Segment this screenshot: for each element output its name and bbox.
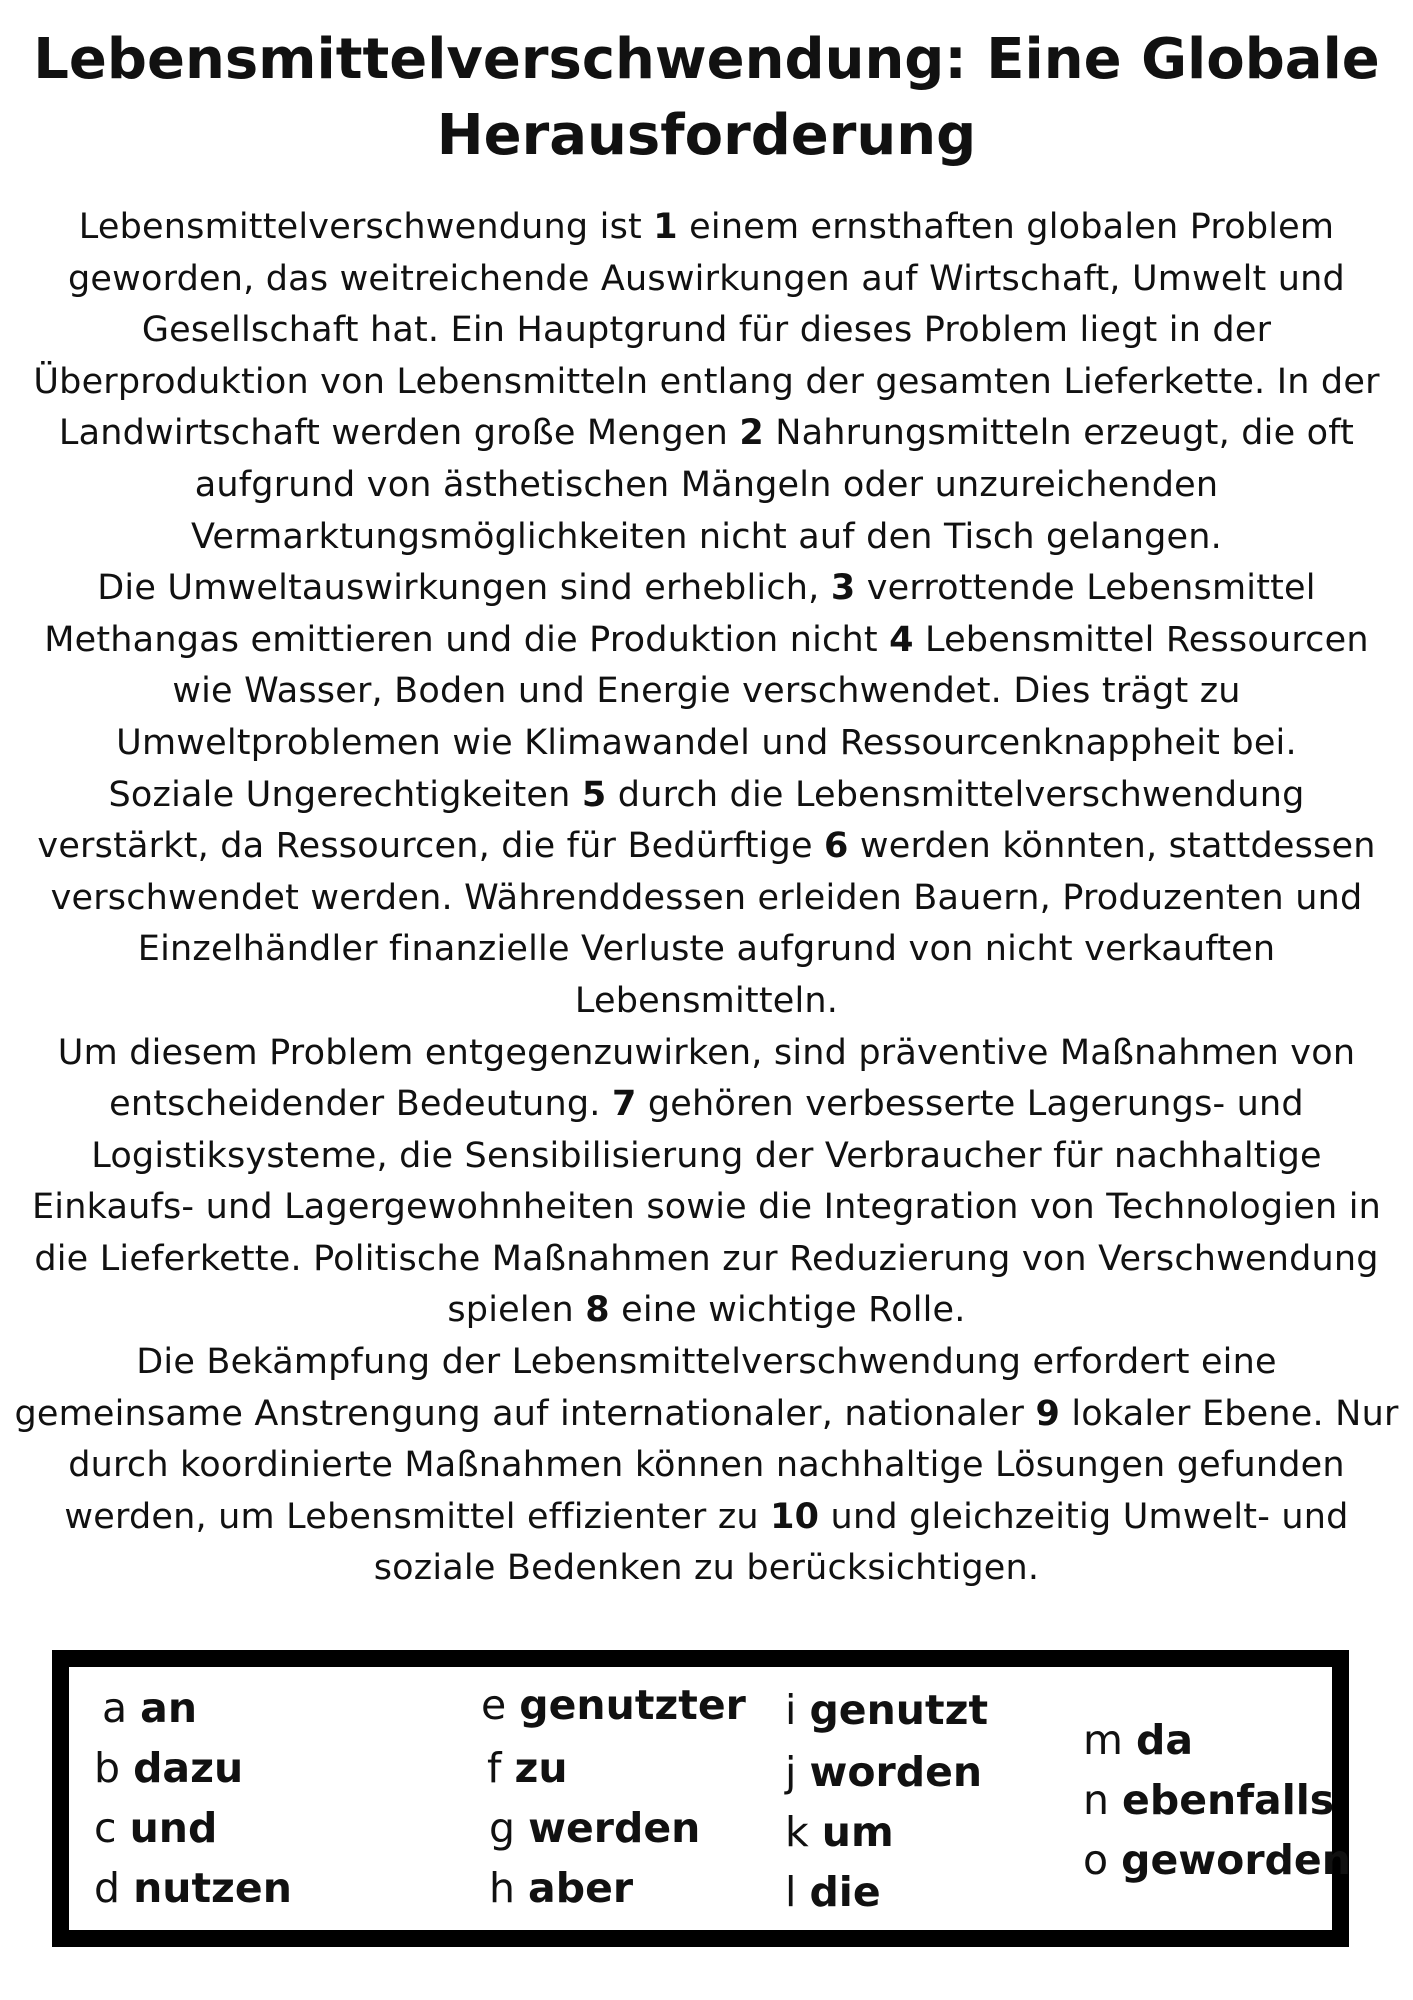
text-segment: gehören verbesserte Lagerungs- und	[636, 1084, 1304, 1125]
text-line	[0, 1131, 1413, 1183]
text-line	[0, 770, 1413, 822]
option-g	[489, 1805, 700, 1851]
option-word: worden	[809, 1748, 983, 1796]
option-letter: b	[94, 1744, 121, 1792]
text-segment: soziale Bedenken zu berücksichtigen.	[373, 1548, 1040, 1589]
gap-number: 8	[585, 1290, 610, 1331]
text-line	[0, 976, 1413, 1028]
option-word: aber	[528, 1864, 634, 1912]
text-line	[0, 202, 1413, 254]
option-word: ebenfalls	[1122, 1776, 1335, 1824]
text-segment: Soziale Ungerechtigkeiten	[108, 774, 582, 815]
text-line	[0, 666, 1413, 718]
text-segment: Einkaufs- und Lagergewohnheiten sowie die Integration von Technologien in	[31, 1187, 1382, 1228]
text-segment: Gesellschaft hat. Ein Hauptgrund für dieses Problem liegt in der	[141, 310, 1272, 351]
option-m	[1083, 1717, 1193, 1763]
option-word: geworden	[1121, 1836, 1351, 1884]
text-line	[0, 1182, 1413, 1234]
option-letter: o	[1083, 1836, 1109, 1884]
text-line	[0, 1440, 1413, 1492]
option-d	[94, 1865, 292, 1911]
option-word: da	[1136, 1716, 1194, 1764]
text-segment: wie Wasser, Boden und Energie verschwendet. Dies trägt zu	[172, 671, 1241, 712]
gap-number: 4	[889, 619, 914, 660]
gap-number: 9	[1035, 1393, 1061, 1434]
option-letter: h	[489, 1864, 515, 1912]
text-segment: gemeinsame Anstrengung auf internationaler, nationaler	[14, 1393, 1036, 1434]
text-segment: Einzelhändler finanzielle Verluste aufgrund von nicht verkauften	[137, 929, 1276, 970]
text-segment: Die Umweltauswirkungen sind erheblich,	[97, 568, 831, 609]
title-line-1: Lebensmittelverschwendung: Eine Globale	[33, 27, 1380, 92]
text-segment: werden könnten, stattdessen	[848, 826, 1376, 867]
option-letter: m	[1083, 1716, 1123, 1764]
option-letter: c	[94, 1804, 117, 1852]
text-segment: Die Bekämpfung der Lebensmittelverschwendung erfordert eine	[136, 1342, 1277, 1383]
text-segment: werden, um Lebensmittel effizienter zu	[64, 1496, 771, 1537]
option-letter: f	[487, 1744, 502, 1792]
option-a	[102, 1685, 197, 1731]
text-line	[0, 357, 1413, 409]
text-segment: Umweltproblemen wie Klimawandel und Ressourcenknappheit bei.	[116, 722, 1297, 763]
page-title	[0, 22, 1413, 174]
option-word: genutzt	[809, 1686, 989, 1734]
option-word: nutzen	[133, 1864, 292, 1912]
option-letter: d	[94, 1864, 121, 1912]
gap-number: 6	[824, 826, 849, 867]
option-letter: l	[785, 1868, 797, 1916]
text-segment: einem ernsthaften globalen Problem	[677, 207, 1335, 247]
text-segment: Nahrungsmitteln erzeugt, die oft	[763, 413, 1355, 454]
gap-number: 2	[739, 413, 764, 454]
option-j	[785, 1749, 982, 1795]
text-line	[0, 1543, 1413, 1595]
text-segment: durch koordinierte Maßnahmen können nachhaltige Lösungen gefunden	[68, 1445, 1345, 1486]
option-word: die	[809, 1868, 881, 1916]
option-e	[481, 1682, 746, 1728]
option-h	[489, 1865, 633, 1911]
option-word: um	[821, 1808, 894, 1856]
text-line	[0, 512, 1413, 564]
option-l	[785, 1869, 881, 1915]
text-line	[0, 615, 1413, 667]
text-line	[0, 1389, 1413, 1441]
option-letter: a	[102, 1684, 128, 1732]
text-segment: verschwendet werden. Währenddessen erleiden Bauern, Produzenten und	[50, 877, 1363, 918]
text-segment: Lebensmittel Ressourcen	[913, 619, 1369, 660]
option-letter: g	[489, 1804, 516, 1852]
text-line	[0, 873, 1413, 925]
gap-number: 10	[770, 1496, 820, 1537]
text-segment: Lebensmittelverschwendung ist	[78, 207, 654, 247]
text-segment: lokaler Ebene. Nur	[1060, 1393, 1399, 1434]
text-segment: Lebensmitteln.	[574, 980, 839, 1021]
text-segment: Um diesem Problem entgegenzuwirken, sind präventive Maßnahmen von	[57, 1032, 1356, 1073]
gap-number: 5	[581, 774, 607, 815]
text-segment: aufgrund von ästhetischen Mängeln oder unzureichenden	[194, 464, 1219, 505]
text-line	[0, 408, 1413, 460]
option-letter: e	[481, 1681, 507, 1729]
option-n	[1083, 1777, 1334, 1823]
text-segment: verstärkt, da Ressourcen, die für Bedürftige	[37, 826, 825, 867]
text-line	[0, 924, 1413, 976]
text-line	[0, 563, 1413, 615]
text-line	[0, 254, 1413, 306]
option-word: genutzter	[519, 1681, 746, 1729]
title-line-2: Herausforderung	[436, 103, 977, 168]
gap-fill-text	[0, 202, 1413, 1595]
text-line	[0, 821, 1413, 873]
option-f	[487, 1745, 568, 1791]
text-line	[0, 1285, 1413, 1337]
text-segment: Vermarktungsmöglichkeiten nicht auf den Tisch gelangen.	[190, 516, 1222, 557]
text-segment: eine wichtige Rolle.	[609, 1290, 966, 1331]
text-line	[0, 1028, 1413, 1080]
text-segment: Überproduktion von Lebensmitteln entlang der gesamten Lieferkette. In der	[33, 361, 1380, 402]
text-line	[0, 305, 1413, 357]
option-word: dazu	[133, 1744, 244, 1792]
gap-number: 1	[653, 207, 678, 247]
word-bank-box	[52, 1650, 1349, 1947]
option-o	[1083, 1837, 1351, 1883]
option-word: an	[140, 1684, 198, 1732]
text-segment: Logistiksysteme, die Sensibilisierung der Verbraucher für nachhaltige	[91, 1135, 1322, 1176]
option-letter: j	[785, 1748, 797, 1796]
gap-number: 3	[830, 568, 856, 609]
option-i	[785, 1687, 988, 1733]
option-letter: n	[1083, 1776, 1109, 1824]
text-line	[0, 1234, 1413, 1286]
text-line	[0, 1337, 1413, 1389]
text-segment: entscheidender Bedeutung.	[109, 1084, 612, 1125]
option-word: und	[129, 1804, 218, 1852]
option-k	[785, 1809, 894, 1855]
option-word: werden	[528, 1804, 701, 1852]
text-line	[0, 460, 1413, 512]
option-c	[94, 1805, 217, 1851]
text-line	[0, 718, 1413, 770]
option-letter: i	[785, 1686, 797, 1734]
text-segment: verrottende Lebensmittel	[855, 568, 1316, 609]
option-word: zu	[514, 1744, 568, 1792]
text-segment: geworden, das weitreichende Auswirkungen auf Wirtschaft, Umwelt und	[68, 258, 1345, 299]
text-segment: spielen	[447, 1290, 586, 1331]
text-segment: und gleichzeitig Umwelt- und	[819, 1496, 1349, 1537]
option-b	[94, 1745, 243, 1791]
text-line	[0, 1079, 1413, 1131]
text-segment: Landwirtschaft werden große Mengen	[58, 413, 740, 454]
text-line	[0, 1492, 1413, 1544]
text-segment: die Lieferkette. Politische Maßnahmen zur Reduzierung von Verschwendung	[34, 1238, 1379, 1279]
option-letter: k	[785, 1808, 809, 1856]
gap-number: 7	[611, 1084, 637, 1125]
text-segment: durch die Lebensmittelverschwendung	[606, 774, 1305, 815]
text-segment: Methangas emittieren und die Produktion nicht	[44, 619, 890, 660]
